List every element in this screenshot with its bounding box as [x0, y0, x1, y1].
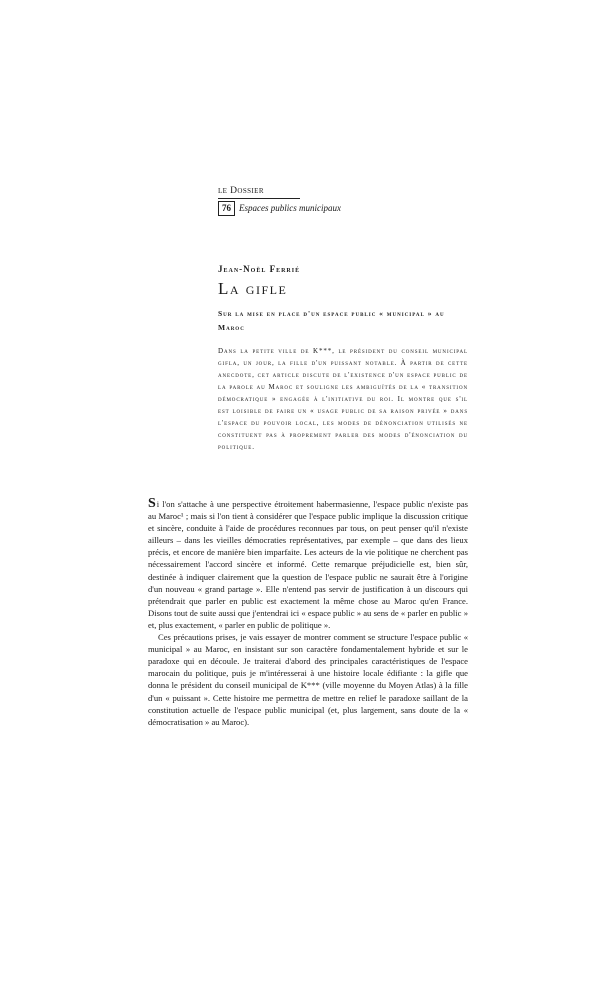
running-title: Espaces publics municipaux [239, 203, 341, 213]
article-title: La gifle [218, 279, 288, 298]
article-abstract: Dans la petite ville de K***, le président du conseil municipal gifla, un jour, la fille d'un puissant notable. À partir de cette anecdote, cet article discute de l'existence d'un espace public de la parole au Maroc et souligne les ambiguïtés de la « transition démocratique » engagée à l'initiative du roi. Il montre que s'il est loisible de faire un « usage public de sa raison privée » dans l'espace du pouvoir local, les modes de dénonciation utilisés ne constituent pas à proprement parler des modes d'énonciation du politique. [218, 347, 468, 451]
page-number: 76 [218, 201, 235, 216]
paragraph-1-text: i l'on s'attache à une perspective étroitement habermasienne, l'espace public n'existe pas au Maroc¹ ; mais si l'on tient à considérer que l'espace public implique la discussion critique et sincère, conduite à l'aide de procédures reconnues par tous, on peut penser qu'il n'existe ailleurs – dans les vieilles démocraties représentatives, par exemple – que dans des lieux précis, et encore de manière bien imparfaite. Les acteurs de la vie politique ne cherchent pas nécessairement l'accord sincère et informé. Cette remarque préjudicielle est, bien sûr, destinée à indiquer clairement que la question de l'espace public ne saurait être à l'origine d'un nouveau « grand partage ». Elle n'entend pas servir de justification à un discours qui prétendrait que parler en public est exactement la même chose au Maroc qu'en France. Disons tout de suite aussi que j'entendrai ici « espace public » au sens de « parler en public » et, plus exactement, « parler en public de politique ». [148, 499, 468, 630]
section-divider [218, 198, 300, 199]
body-paragraph-1 [148, 498, 468, 631]
article-subtitle: Sur la mise en place d'un espace public « municipal » au Maroc [218, 309, 445, 332]
article-author: Jean-Noël Ferrié [218, 264, 301, 274]
section-label: le Dossier [218, 186, 264, 196]
body-paragraph-2: Ces précautions prises, je vais essayer de montrer comment se structure l'espace public « municipal » au Maroc, en insistant sur son caractère fondamentalement hybride et sur le paradoxe qui en découle. Je traiterai d'abord des principales caractéristiques de l'espace marocain du politique, puis je m'intéresserai à une histoire locale édifiante : la gifle que donna le président du conseil municipal de K*** (ville moyenne du Moyen Atlas) à la fille d'un « puissant ». Cette histoire me permettra de mettre en relief le paradoxe saillant de la constitution actuelle de l'espace public municipal (et, plus largement, sans doute de la « démocratisation » au Maroc). [148, 632, 468, 727]
article-body [148, 498, 468, 728]
drop-cap: S [148, 496, 156, 511]
